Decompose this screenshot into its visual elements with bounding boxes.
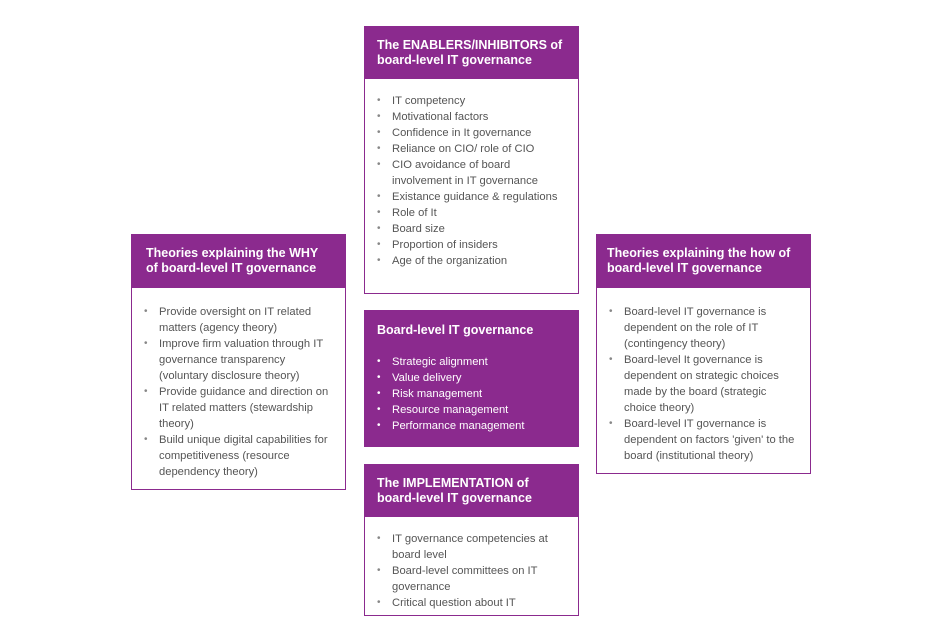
enablers-item: • CIO avoidance of board involvement in IT governance	[377, 157, 568, 189]
implementation-title-line-2: board-level IT governance	[377, 491, 532, 505]
board-level-governance-title: Board-level IT governance	[365, 311, 578, 350]
how-item: • Board-level IT governance is dependent on the role of IT (contingency theory)	[609, 304, 800, 352]
how-theories-box	[596, 234, 811, 474]
why-title-line-2: of board-level IT governance	[146, 261, 317, 275]
how-title-line-2: board-level IT governance	[607, 261, 762, 275]
enablers-item: • Motivational factors	[377, 109, 568, 125]
why-item: • Provide guidance and direction on IT related matters (stewardship theory)	[144, 384, 335, 432]
implementation-item: • Critical question about IT	[377, 595, 568, 611]
governance-item: • Risk management	[377, 386, 568, 402]
enablers-title-line-2: board-level IT governance	[377, 53, 532, 67]
how-theories-title	[597, 235, 810, 288]
enablers-title-line-1: The ENABLERS/INHIBITORS of	[377, 38, 563, 52]
enablers-item: • Role of It	[377, 205, 568, 221]
why-item: • Build unique digital capabilities for competitiveness (resource dependency theory)	[144, 432, 335, 480]
how-item: • Board-level It governance is dependent on strategic choices made by the board (strategic choice theory)	[609, 352, 800, 416]
why-theories-title	[132, 235, 345, 288]
how-item: • Board-level IT governance is dependent on factors 'given' to the board (institutional theory)	[609, 416, 800, 464]
enablers-item: • Existance guidance & regulations	[377, 189, 568, 205]
enablers-list	[365, 93, 578, 269]
implementation-box	[364, 464, 579, 616]
how-theories-list	[597, 304, 810, 464]
how-title-line-1: Theories explaining the how of	[607, 246, 791, 260]
why-title-line-1: Theories explaining the WHY	[146, 246, 319, 260]
enablers-item: • IT competency	[377, 93, 568, 109]
implementation-item: • IT governance competencies at board level	[377, 531, 568, 563]
board-level-governance-list	[365, 354, 578, 434]
governance-item: • Strategic alignment	[377, 354, 568, 370]
enablers-inhibitors-title	[365, 27, 578, 79]
governance-item: • Resource management	[377, 402, 568, 418]
governance-item: • Value delivery	[377, 370, 568, 386]
board-level-governance-box	[364, 310, 579, 447]
why-item: • Provide oversight on IT related matters (agency theory)	[144, 304, 335, 336]
enablers-item: • Age of the organization	[377, 253, 568, 269]
implementation-item: • Board-level committees on IT governance	[377, 563, 568, 595]
why-theories-list	[132, 304, 345, 480]
enablers-item: • Reliance on CIO/ role of CIO	[377, 141, 568, 157]
enablers-item: • Board size	[377, 221, 568, 237]
why-theories-box	[131, 234, 346, 490]
enablers-item: • Confidence in It governance	[377, 125, 568, 141]
implementation-title-line-1: The IMPLEMENTATION of	[377, 476, 529, 490]
why-item: • Improve firm valuation through IT governance transparency (voluntary disclosure theory)	[144, 336, 335, 384]
governance-item: • Performance management	[377, 418, 568, 434]
enablers-inhibitors-box	[364, 26, 579, 294]
implementation-title	[365, 465, 578, 517]
implementation-list	[365, 531, 578, 611]
enablers-item: • Proportion of insiders	[377, 237, 568, 253]
